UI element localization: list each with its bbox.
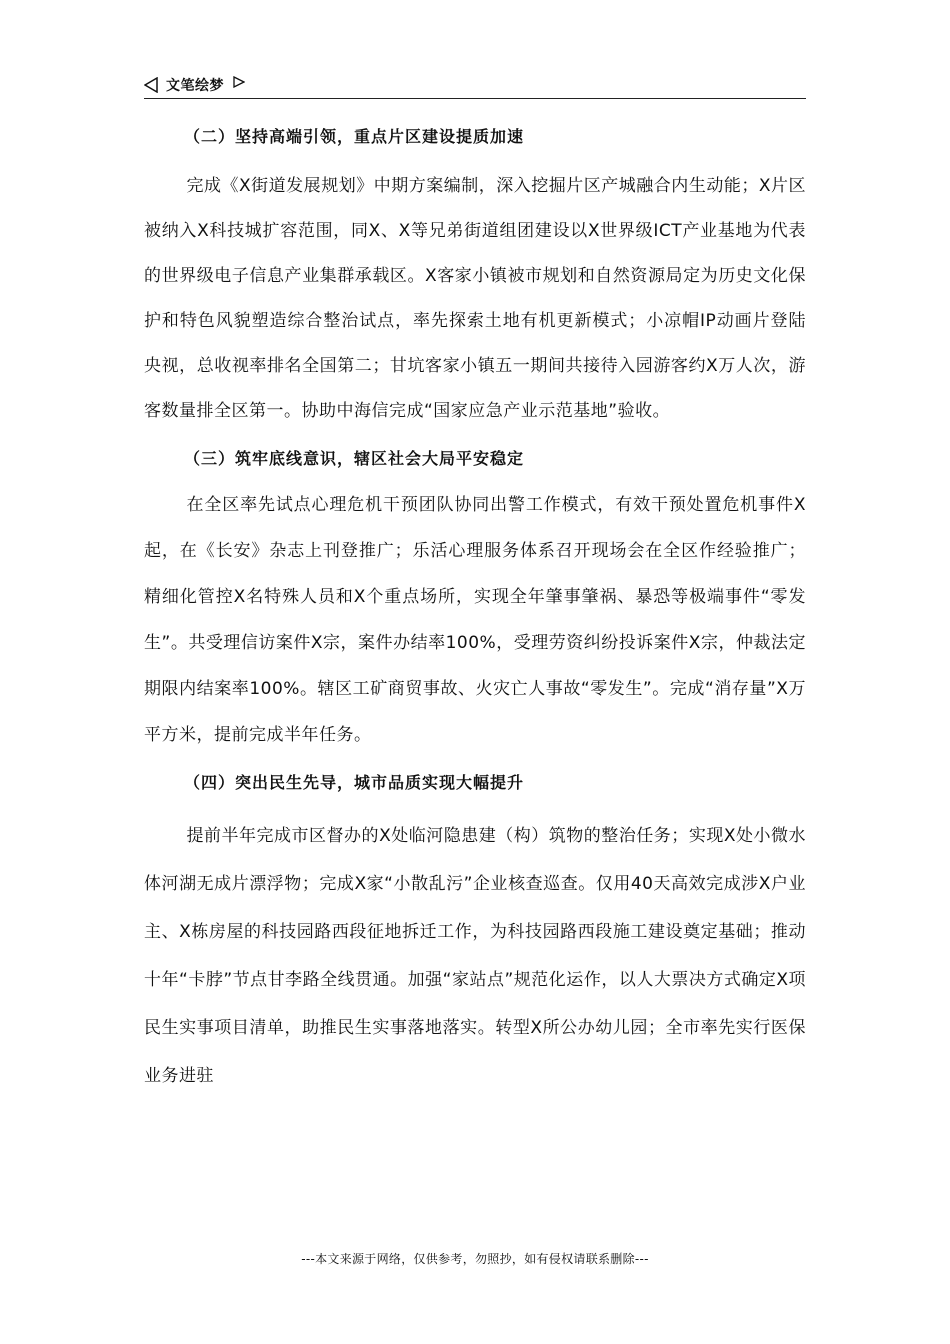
header-brand: 文笔绘梦 <box>166 78 224 94</box>
section-heading-2: （二）坚持高端引领，重点片区建设提质加速 <box>184 127 525 146</box>
section-paragraph-3: 在全区率先试点心理危机干预团队协同出警工作模式，有效干预处置危机事件X起，在《长安》杂志上刊登推广；乐活心理服务体系召开现场会在全区作经验推广；精细化管控X名特殊人员和X个重点场所，实现全年肇事肇祸、暴恐等极端事件“零发生”。共受理信访案件X宗，案件办结率100%，受理劳资纠纷投诉案件X宗，仲裁法定期限内结案率100%。辖区工矿商贸事故、火灾亡人事故“零发生”。完成“消存量”X万平方米，提前完成半年任务。 <box>144 495 806 745</box>
section-heading-4: （四）突出民生先导，城市品质实现大幅提升 <box>184 773 525 792</box>
section-heading-3: （三）筑牢底线意识，辖区社会大局平安稳定 <box>184 449 525 468</box>
document-body <box>144 114 806 1100</box>
page-footer: ---本文来源于网络，仅供参考，勿照抄，如有侵权请联系删除--- <box>301 1252 649 1266</box>
page-header <box>144 72 806 99</box>
section-paragraph-4: 提前半年完成市区督办的X处临河隐患建（构）筑物的整治任务；实现X处小微水体河湖无成片漂浮物；完成X家“小散乱污”企业核查巡查。仅用40天高效完成涉X户业主、X栋房屋的科技园路西段征地拆迁工作，为科技园路西段施工建设奠定基础；推动十年“卡脖”节点甘李路全线贯通。加强“家站点”规范化运作，以人大票决方式确定X项民生实事项目清单，助推民生实事落地落实。转型X所公办幼儿园；全市率先实行医保业务进驻 <box>144 826 806 1086</box>
section-paragraph-2: 完成《X街道发展规划》中期方案编制，深入挖掘片区产城融合内生动能；X片区被纳入X科技城扩容范围，同X、X等兄弟街道组团建设以X世界级ICT产业基地为代表的世界级电子信息产业集群承载区。X客家小镇被市规划和自然资源局定为历史文化保护和特色风貌塑造综合整治试点，率先探索土地有机更新模式；小凉帽IP动画片登陆央视，总收视率排名全国第二；甘坑客家小镇五一期间共接待入园游客约X万人次，游客数量排全区第一。协助中海信完成“国家应急产业示范基地”验收。 <box>144 176 806 421</box>
triangle-right-icon <box>233 76 245 88</box>
triangle-left-icon <box>144 77 158 93</box>
